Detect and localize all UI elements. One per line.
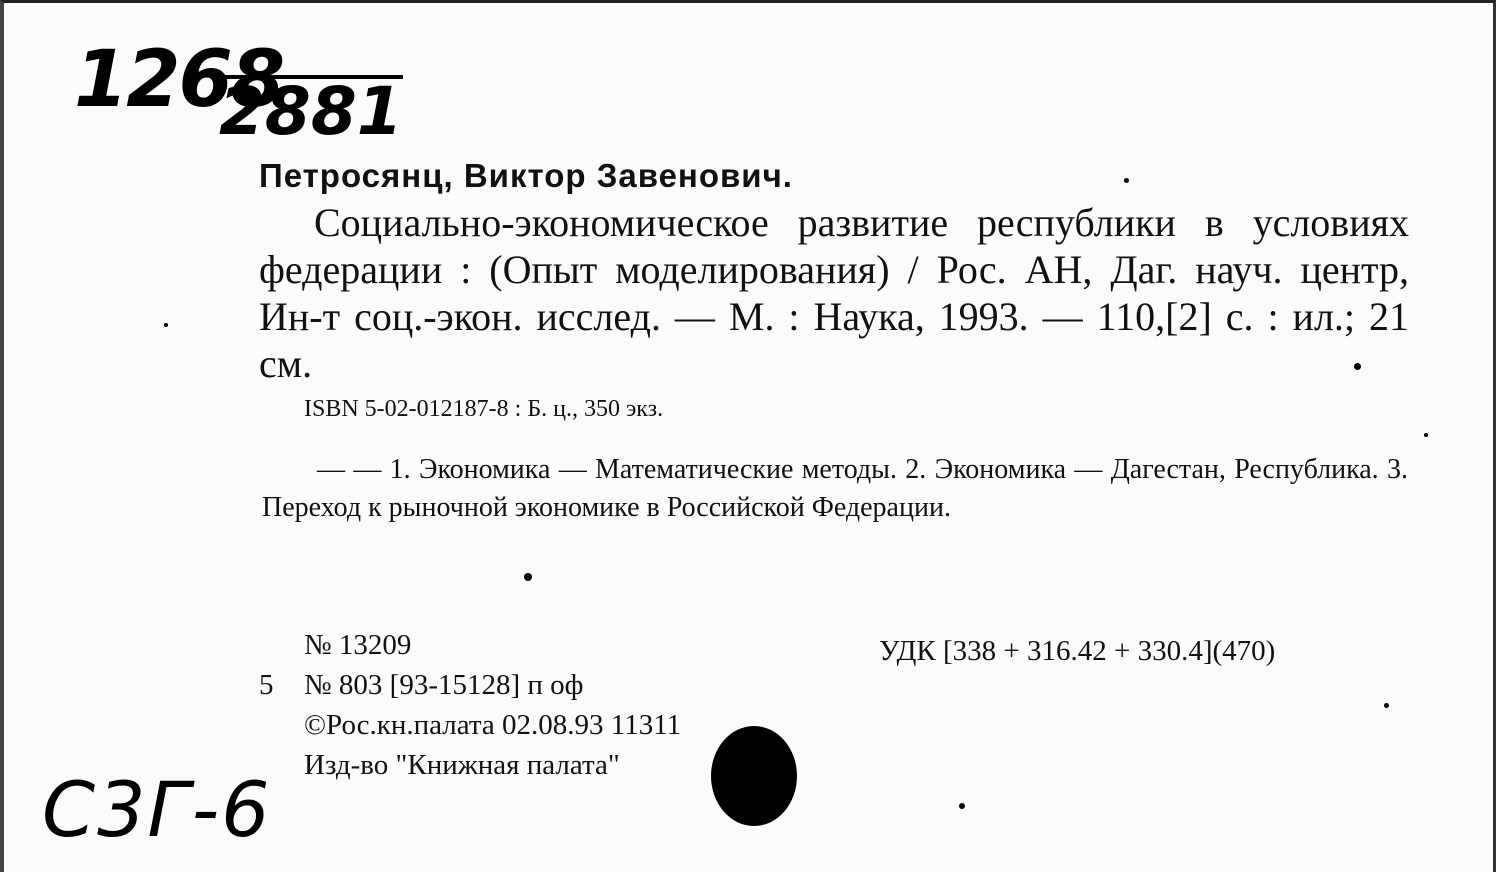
footer-line-text: № 13209 xyxy=(304,629,412,661)
punch-hole-blot xyxy=(711,726,797,826)
footer-line xyxy=(259,625,681,665)
ink-speck xyxy=(1124,178,1129,183)
ink-speck xyxy=(1354,363,1361,370)
footer-line-prefix xyxy=(259,705,304,745)
author-heading: Петросянц, Виктор Завенович. xyxy=(259,157,793,194)
footer-line-text: № 803 [93-15128] п оф xyxy=(304,669,584,701)
title-description: Социально-экономическое развитие республики в условиях федерации : (Опыт моделирования) / Рос. АН, Даг. науч. центр, Ин-т соц.-экон. исслед. — М. : Наука, 1993. — 110,[2] с. : ил.; 21 см. xyxy=(259,200,1409,386)
ink-speck xyxy=(1424,433,1428,437)
footer-line xyxy=(259,665,681,705)
bibliographic-record xyxy=(259,153,1409,427)
footer-line-prefix xyxy=(259,625,304,665)
subject-headings: — — 1. Экономика — Математические методы. 2. Экономика — Дагестан, Республика. 3. Переход к рыночной экономике в Российской Федерации. xyxy=(262,454,1408,523)
isbn-line: ISBN 5-02-012187-8 : Б. ц., 350 экз. xyxy=(304,396,664,422)
udk-classification: УДК [338 + 316.42 + 330.4](470) xyxy=(879,635,1276,667)
footer-identifiers xyxy=(259,625,681,785)
ink-speck xyxy=(1384,703,1389,708)
ink-speck xyxy=(164,323,168,327)
footer-line xyxy=(259,705,681,745)
footer-line xyxy=(259,745,681,785)
footer-line-text: ©Рос.кн.палата 02.08.93 11311 xyxy=(304,709,682,741)
call-number-handwritten: 1268 xyxy=(74,35,284,125)
shelf-mark-handwritten: С3Г-6 xyxy=(42,765,272,854)
footer-line-prefix: 5 xyxy=(259,669,274,701)
ink-speck xyxy=(524,573,532,581)
footer-line-text: Изд-во "Книжная палата" xyxy=(304,749,620,781)
call-number-sub-handwritten: 2881 xyxy=(219,73,403,150)
ink-speck xyxy=(959,803,965,809)
